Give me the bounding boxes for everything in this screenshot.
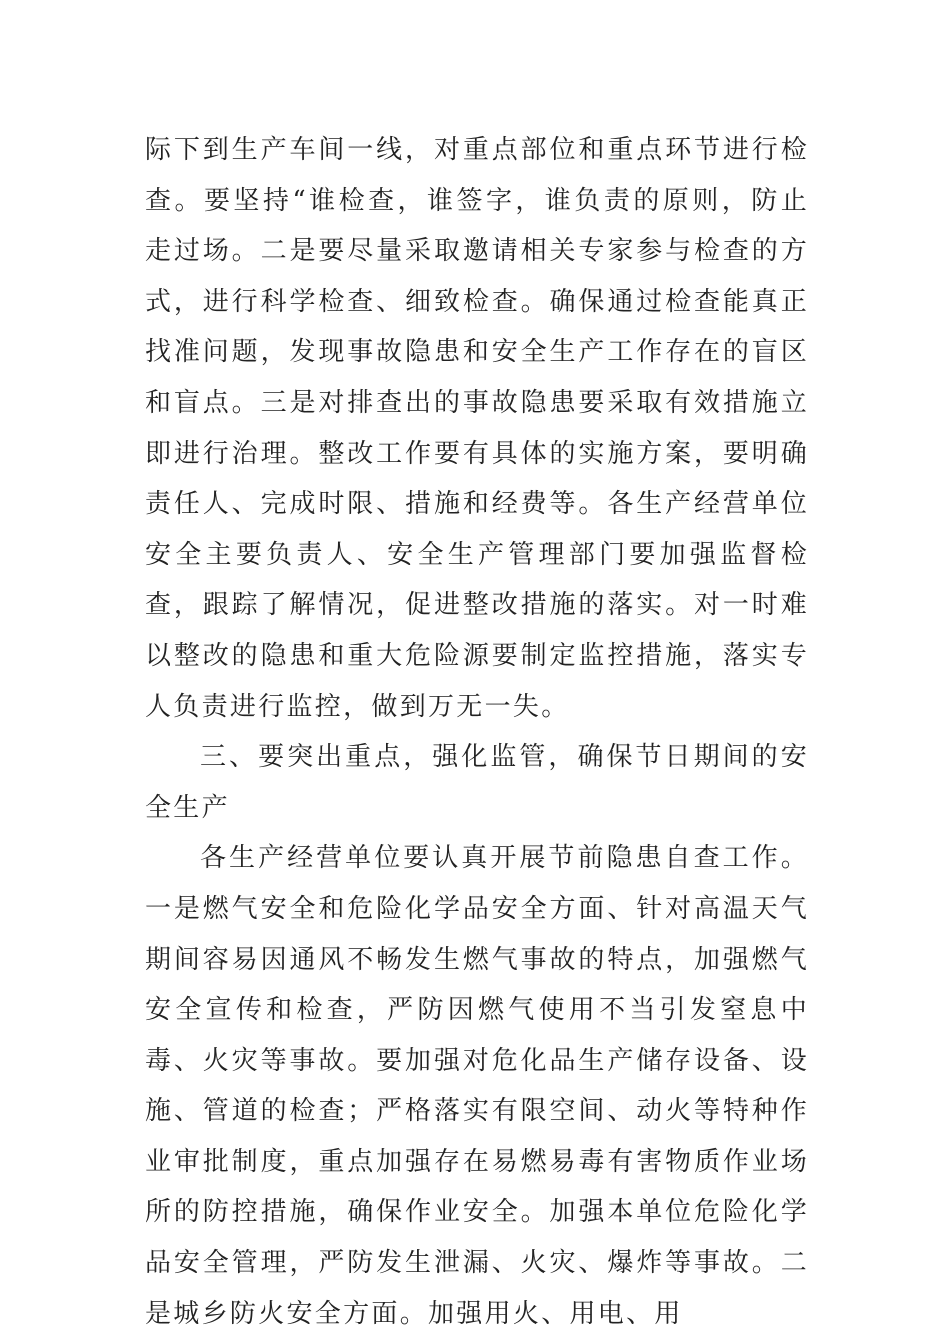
document-body bbox=[145, 125, 809, 1339]
section-heading-three: 三、要突出重点，强化监管，确保节日期间的安全生产 bbox=[145, 742, 809, 823]
paragraph-inspection-continuation: 际下到生产车间一线，对重点部位和重点环节进行检查。要坚持“谁检查，谁签字，谁负责的原则，防止走过场。二是要尽量采取邀请相关专家参与检查的方式，进行科学检查、细致检查。确保通过检查能真正找准问题，发现事故隐患和安全生产工作存在的盲区和盲点。三是对排查出的事故隐患要采取有效措施立即进行治理。整改工作要有具体的实施方案，要明确责任人、完成时限、措施和经费等。各生产经营单位安全主要负责人、安全生产管理部门要加强监督检查，跟踪了解情况，促进整改措施的落实。对一时难以整改的隐患和重大危险源要制定监控措施，落实专人负责进行监控，做到万无一失。 bbox=[145, 135, 809, 722]
paragraph-holiday-self-inspection: 各生产经营单位要认真开展节前隐患自查工作。一是燃气安全和危险化学品安全方面、针对高温天气期间容易因通风不畅发生燃气事故的特点，加强燃气安全宣传和检查，严防因燃气使用不当引发窒息中毒、火灾等事故。要加强对危化品生产储存设备、设施、管道的检查；严格落实有限空间、动火等特种作业审批制度，重点加强存在易燃易毒有害物质作业场所的防控措施，确保作业安全。加强本单位危险化学品安全管理，严防发生泄漏、火灾、爆炸等事故。二是城乡防火安全方面。加强用火、用电、用 bbox=[145, 843, 809, 1329]
